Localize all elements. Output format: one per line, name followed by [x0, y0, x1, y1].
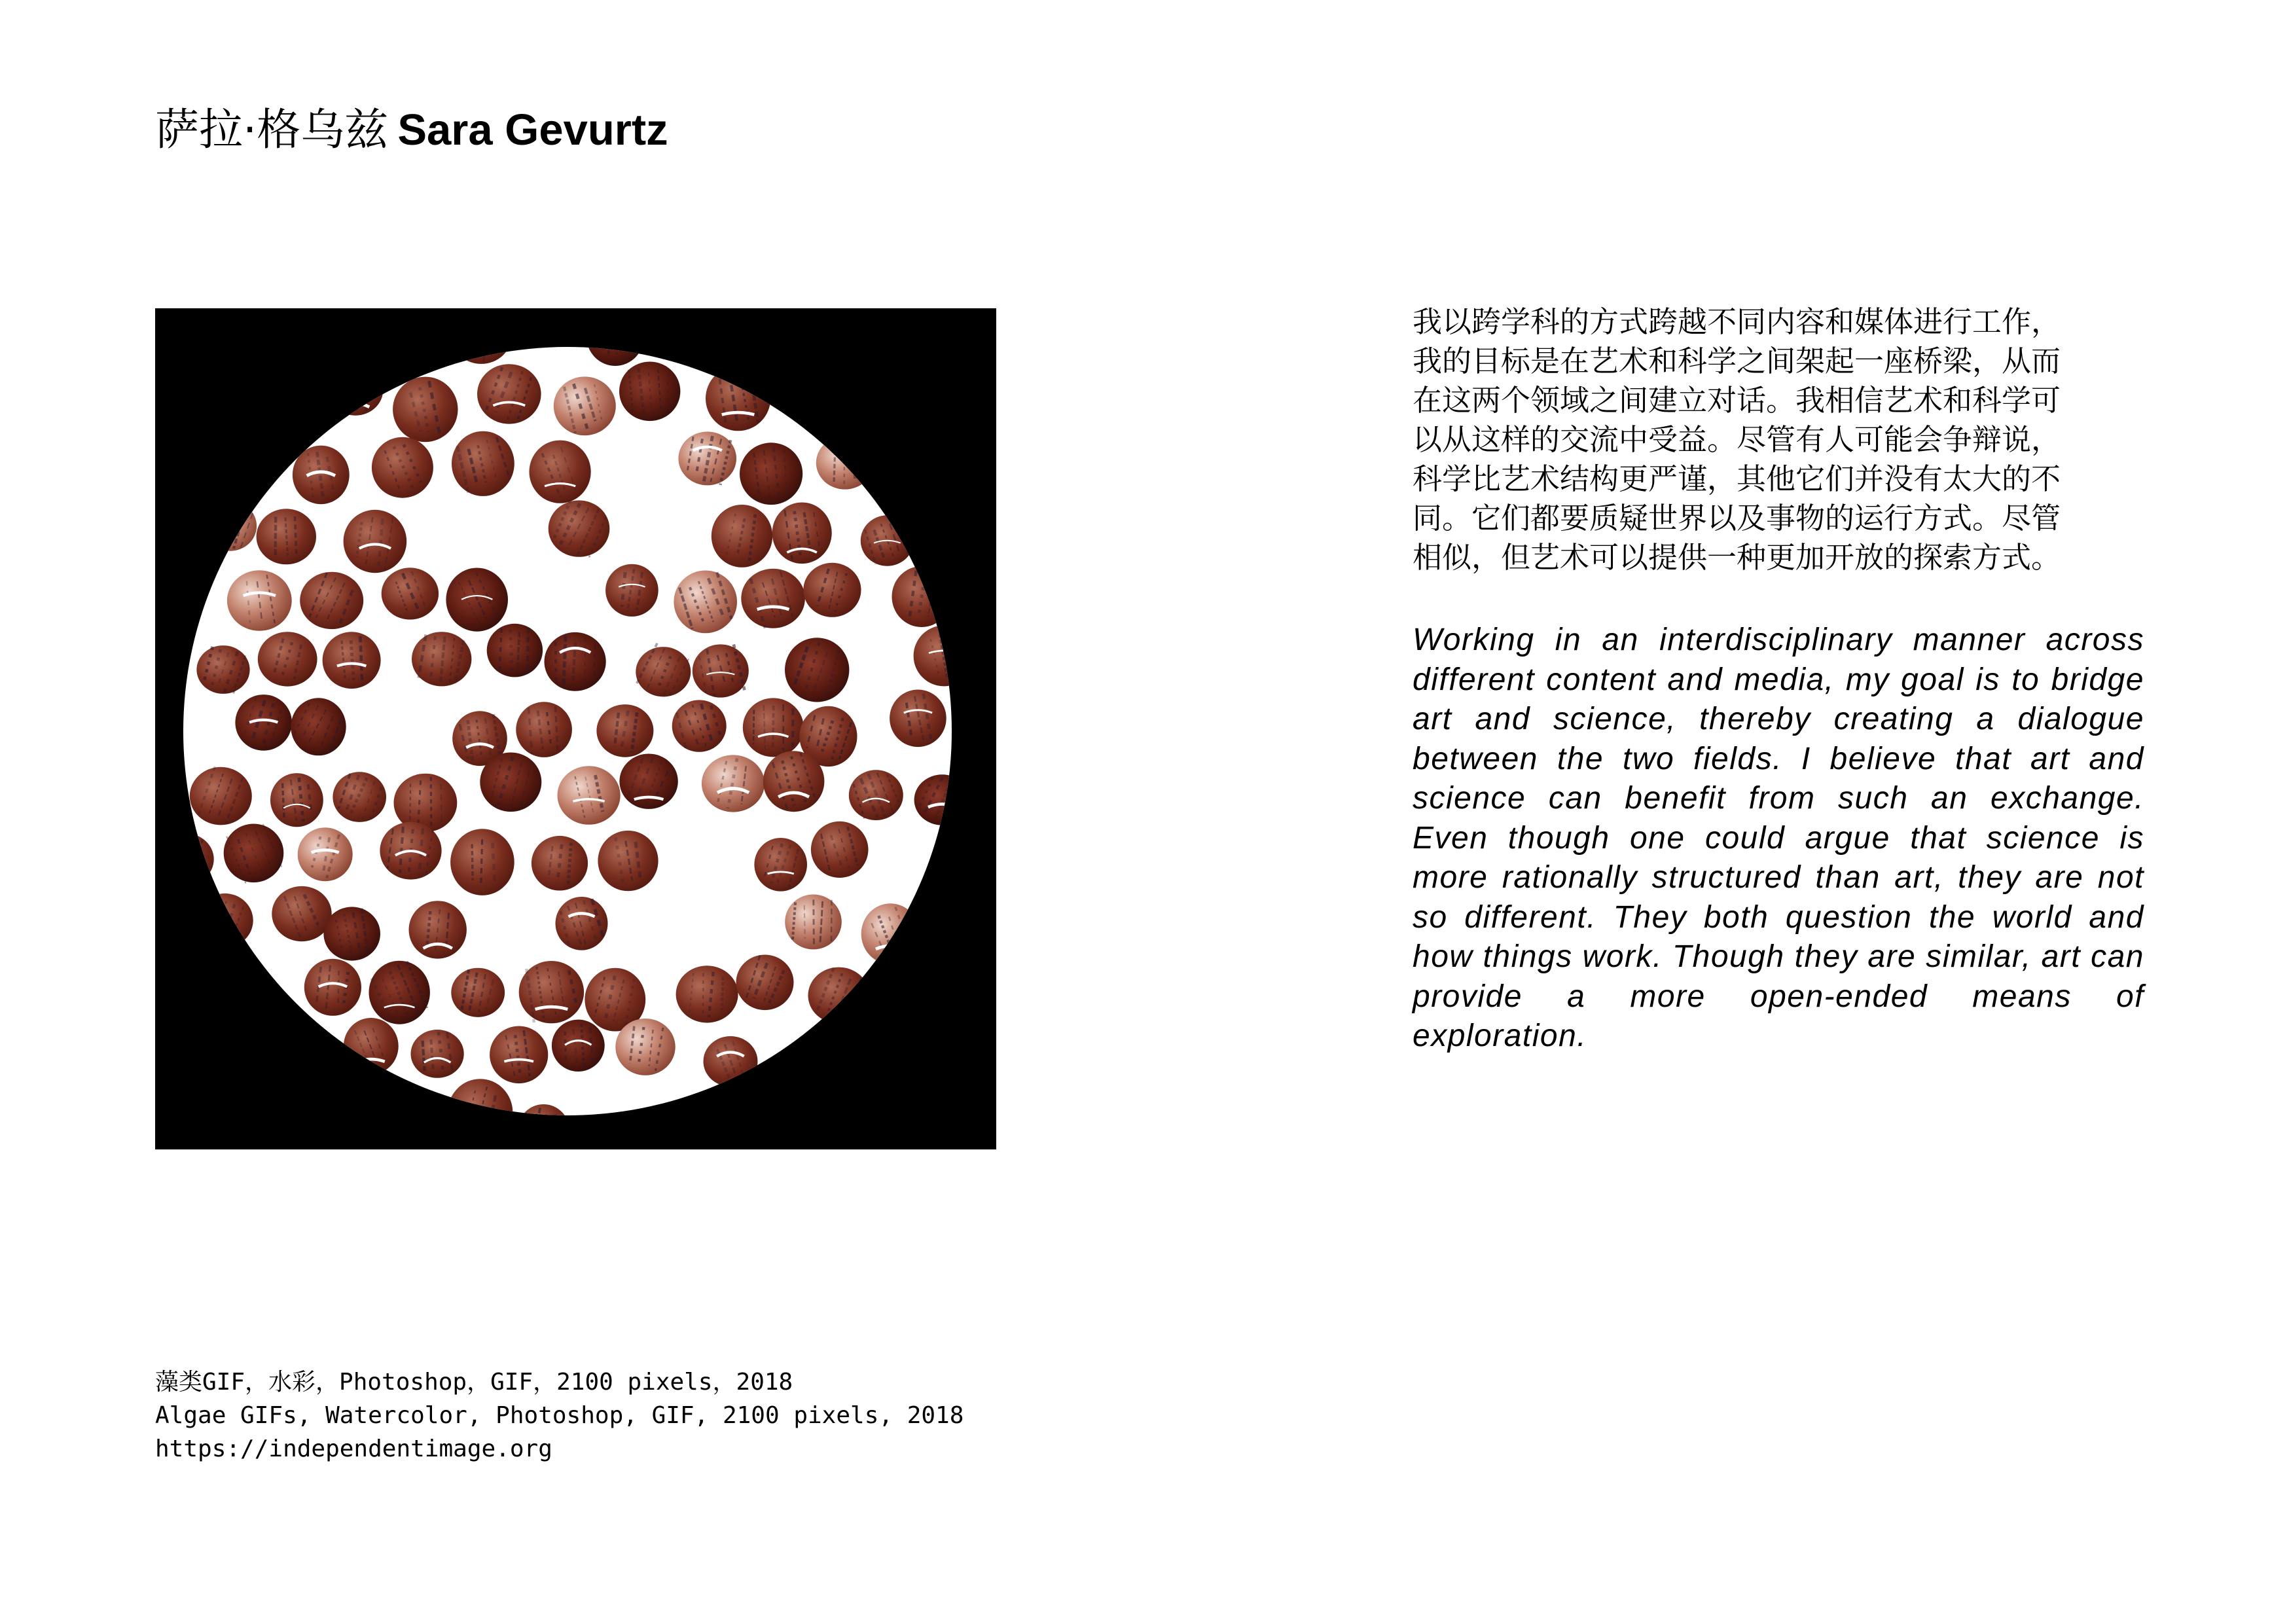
- algae-cell: [190, 767, 252, 825]
- algae-cell: [693, 644, 749, 697]
- algae-cell: [763, 751, 825, 812]
- algae-cell: [477, 364, 541, 424]
- algae-cell: [554, 376, 616, 435]
- statement-zh-line: 在这两个领域之间建立对话。我相信艺术和科学可: [1413, 383, 2061, 418]
- algae-cell: [272, 886, 331, 941]
- artwork-caption: [155, 1365, 1137, 1466]
- statement-zh-line: 我以跨学科的方式跨越不同内容和媒体进行工作，: [1413, 304, 2061, 339]
- algae-cell: [490, 1026, 548, 1084]
- algae-cell: [224, 824, 284, 883]
- algae-cell: [741, 569, 805, 628]
- algae-cell: [605, 564, 658, 617]
- algae-cell: [558, 766, 621, 825]
- algae-cell: [451, 968, 505, 1017]
- algae-cell: [304, 959, 361, 1016]
- algae-cell: [480, 753, 541, 812]
- algae-cell: [300, 572, 363, 629]
- algae-cell: [596, 704, 653, 757]
- page-title: [155, 103, 668, 156]
- algae-watercolor-illustration: [155, 308, 996, 1149]
- statement-zh-line: 同。它们都要质疑世界以及事物的运行方式。尽管: [1413, 501, 2061, 535]
- statement-zh-line: 以从这样的交流中受益。尽管有人可能会争辩说，: [1413, 422, 2061, 457]
- algae-cell: [785, 638, 849, 702]
- artist-name-zh: 萨拉·格乌兹: [155, 104, 389, 155]
- algae-cell: [676, 965, 738, 1022]
- algae-cell: [772, 503, 832, 564]
- artwork-image: [155, 308, 996, 1149]
- algae-cell: [344, 510, 407, 573]
- algae-cell: [740, 442, 802, 505]
- algae-cell: [487, 624, 543, 677]
- caption-en: Algae GIFs, Watercolor, Photoshop, GIF, 2100 pixels, 2018: [155, 1402, 964, 1429]
- algae-cell: [712, 505, 772, 568]
- algae-cell: [552, 1020, 605, 1072]
- algae-cell: [736, 955, 794, 1011]
- artist-name-en: Sara Gevurtz: [397, 105, 668, 154]
- statement-zh-line: 相似，但艺术可以提供一种更加开放的探索方式。: [1413, 540, 2061, 575]
- algae-cell: [549, 500, 610, 556]
- algae-cell: [890, 690, 946, 748]
- algae-cell: [298, 827, 353, 881]
- caption-zh: 藻类GIF，水彩，Photoshop，GIF，2100 pixels，2018: [155, 1369, 793, 1396]
- statement-zh-line: 我的目标是在艺术和科学之间架起一座桥梁，从而: [1413, 344, 2061, 378]
- algae-cell: [411, 1030, 464, 1078]
- caption-url: https://independentimage.org: [155, 1435, 552, 1462]
- algae-cell: [803, 563, 861, 617]
- algae-cell: [615, 1019, 675, 1075]
- algae-cell: [619, 754, 677, 809]
- algae-cell: [227, 570, 292, 631]
- statement-zh: [1413, 302, 2144, 577]
- statement-en: Working in an interdisciplinary manner across different content and media, my goal is to bridge art and science, thereby creating a dialogue between the two fields. I believe that art and science can benefit from such an exchange. Even though one could argue that science is more rationally structured than art, they are not so different. They both question the world and how things work. Though they are similar, art can provide a more open-ended means of exploration.: [1413, 623, 2144, 1053]
- statement-zh-line: 科学比艺术结构更严谨，其他它们并没有太大的不: [1413, 461, 2061, 496]
- algae-cell: [530, 441, 591, 503]
